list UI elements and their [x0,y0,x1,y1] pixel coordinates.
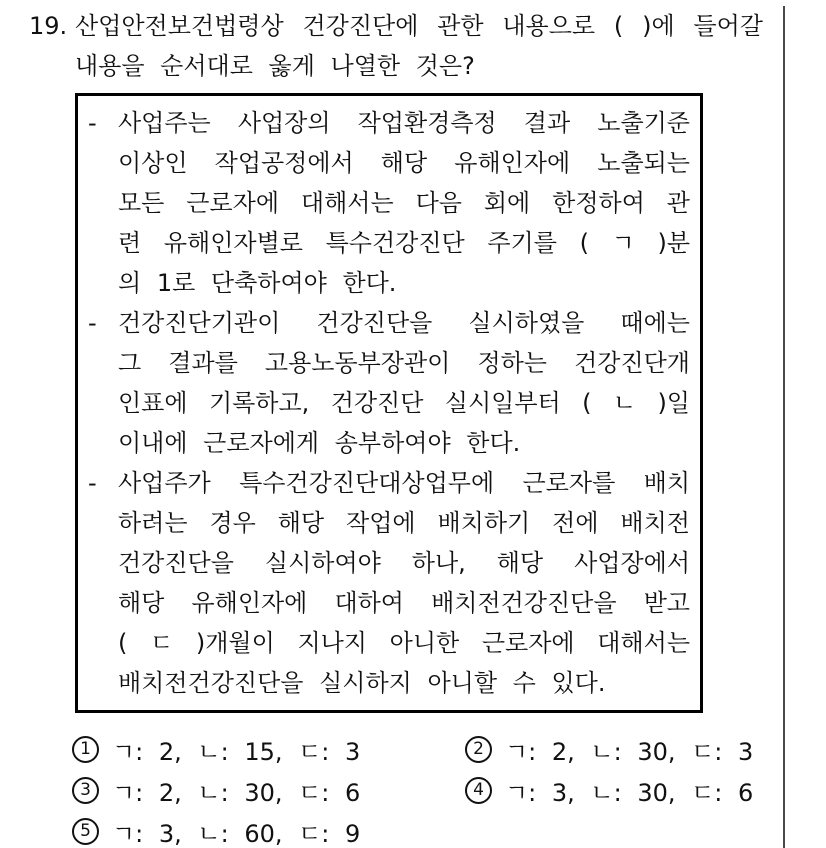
circled-number-icon: 5 [72,818,99,845]
passage-line: 건강진단을 실시하여야 하나, 해당 사업장에서 [118,549,690,577]
choice-text: ㄱ: 3, ㄴ: 30, ㄷ: 6 [505,779,754,807]
choice-option-3 [72,773,465,808]
passage-line: 사업주는 사업장의 작업환경측정 결과 노출기준 [118,109,690,137]
circled-number-icon: 2 [465,736,492,763]
passage-line: 해당 유해인자에 대하여 배치전건강진단을 받고 [118,589,690,617]
choice-row [72,770,826,811]
passage-line: 그 결과를 고용노동부장관이 정하는 건강진단개 [118,349,690,377]
choice-row [72,811,826,848]
exam-page [0,6,826,848]
question-text [75,6,763,86]
choices-list [72,729,826,848]
passage-line: 배치전건강진단을 실시하지 아니할 수 있다. [118,669,606,697]
choice-option-5 [72,814,465,848]
question-number: 19. [29,12,68,40]
passage-line: 건강진단기관이 건강진단을 실시하였을 때에는 [118,309,690,337]
passage-line: 사업주가 특수건강진단대상업무에 근로자를 배치 [118,469,690,497]
passage-line: 의 1로 단축하여야 한다. [118,269,397,297]
question-line: 산업안전보건법령상 건강진단에 관한 내용으로 ( )에 들어갈 [75,12,763,40]
question-header [29,6,826,86]
bullet-dash: - [88,469,97,497]
passage-item [88,463,690,703]
passage-item [88,303,690,463]
passage-item-lines [118,103,690,303]
passage-line: ( ㄷ )개월이 지나지 아니한 근로자에 대해서는 [118,629,690,657]
passage-item-lines [118,303,690,463]
passage-box [75,93,703,713]
bullet-dash: - [88,309,97,337]
choice-text: ㄱ: 2, ㄴ: 30, ㄷ: 6 [112,779,361,807]
choice-row [72,729,826,770]
choice-text: ㄱ: 2, ㄴ: 15, ㄷ: 3 [112,738,361,766]
bullet-dash: - [88,109,97,137]
circled-number-icon: 4 [465,777,492,804]
passage-line: 이내에 근로자에게 송부하여야 한다. [118,429,521,457]
choice-text: ㄱ: 2, ㄴ: 30, ㄷ: 3 [505,738,754,766]
passage-line: 모든 근로자에 대해서는 다음 회에 한정하여 관 [118,189,690,217]
passage-item [88,103,690,303]
passage-line: 인표에 기록하고, 건강진단 실시일부터 ( ㄴ )일 [118,389,690,417]
passage-line: 이상인 작업공정에서 해당 유해인자에 노출되는 [118,149,690,177]
choice-option-2 [465,732,826,767]
choice-text: ㄱ: 3, ㄴ: 60, ㄷ: 9 [112,820,361,848]
circled-number-icon: 1 [72,736,99,763]
circled-number-icon: 3 [72,777,99,804]
column-divider-line [783,6,785,848]
choice-option-4 [465,773,826,808]
passage-item-lines [118,463,690,703]
passage-line: 하려는 경우 해당 작업에 배치하기 전에 배치전 [118,509,690,537]
choice-option-1 [72,732,465,767]
question-line: 내용을 순서대로 옳게 나열한 것은? [75,52,475,80]
passage-line: 련 유해인자별로 특수건강진단 주기를 ( ㄱ )분 [118,229,690,257]
